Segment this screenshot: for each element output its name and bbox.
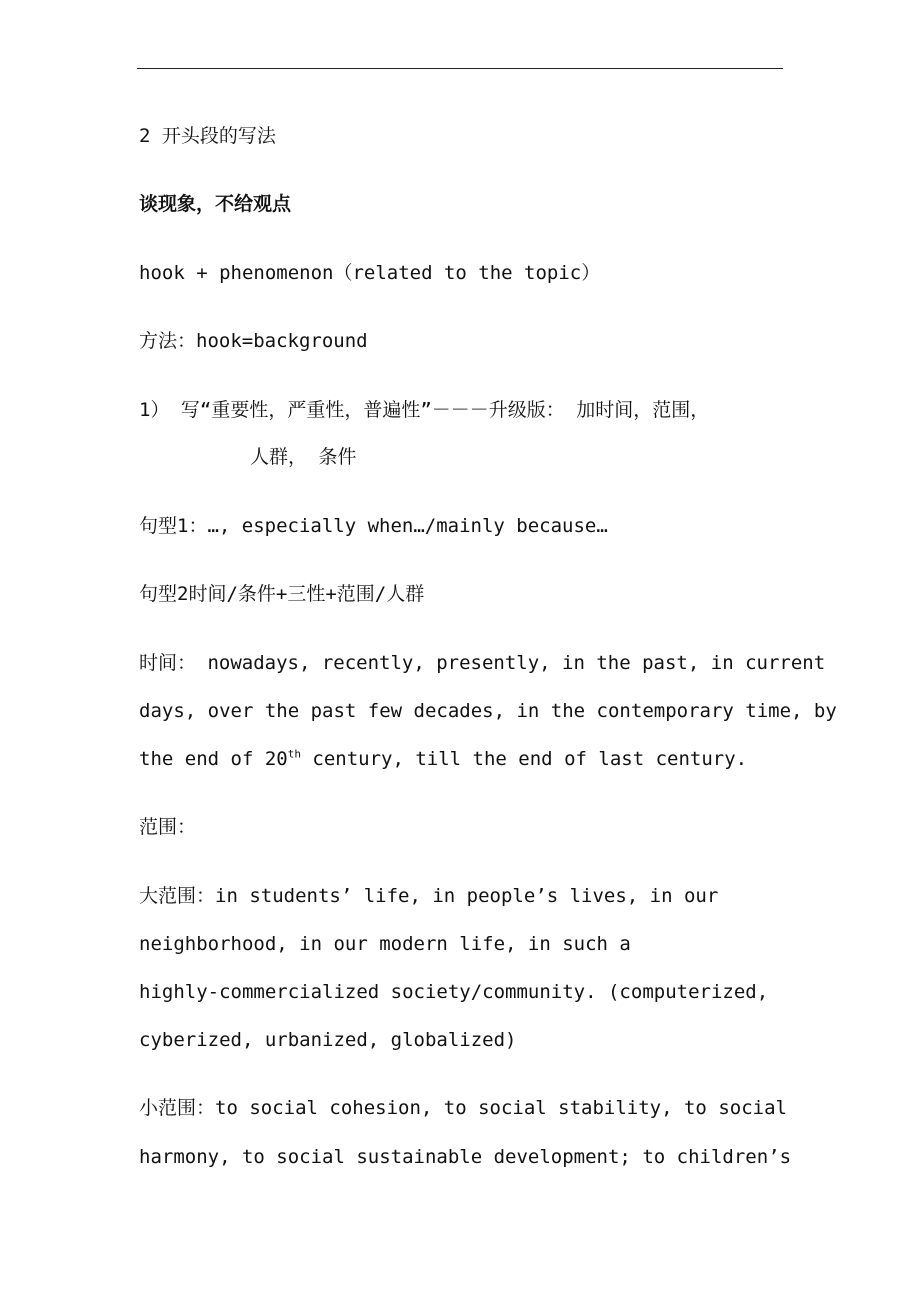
point1-line1: 1） 写“重要性，严重性，普遍性”－－－升级版： 加时间，范围， [139,399,710,421]
scope-label: 范围： [139,816,197,838]
large-scope-line4: cyberized, urbanized, globalized) [139,1029,517,1051]
time-line2: days, over the past few decades, in the contemporary time, by [139,700,837,722]
time-line3 [139,747,747,771]
subheading: 谈现象，不给观点 [139,193,292,215]
large-scope-line2: neighborhood, in our modern life, in such a [139,933,631,955]
large-scope-line1: 大范围：in students’ life, in people’s lives, in our [139,885,719,907]
small-scope-line1: 小范围：to social cohesion, to social stability, to social [139,1097,787,1119]
time-line3-post: century, till the end of last century. [300,748,748,770]
method-line: 方法：hook=background [139,330,368,352]
pattern1-line: 句型1：…, especially when…/mainly because… [139,515,608,537]
section-heading: 2 开头段的写法 [139,125,276,147]
pattern2-line: 句型2时间/条件+三性+范围/人群 [139,583,425,605]
large-scope-line3: highly-commercialized society/community. (computerized, [139,981,769,1003]
time-line3-pre: the end of 20 [139,748,288,770]
small-scope-line2: harmony, to social sustainable development; to children’s [139,1146,792,1168]
point1-line2: 人群， 条件 [250,446,357,468]
formula-line: hook + phenomenon（related to the topic） [139,262,601,284]
ordinal-suffix: th [287,747,301,761]
header-rule [137,68,783,69]
time-line1: 时间： nowadays, recently, presently, in the past, in current [139,652,826,674]
